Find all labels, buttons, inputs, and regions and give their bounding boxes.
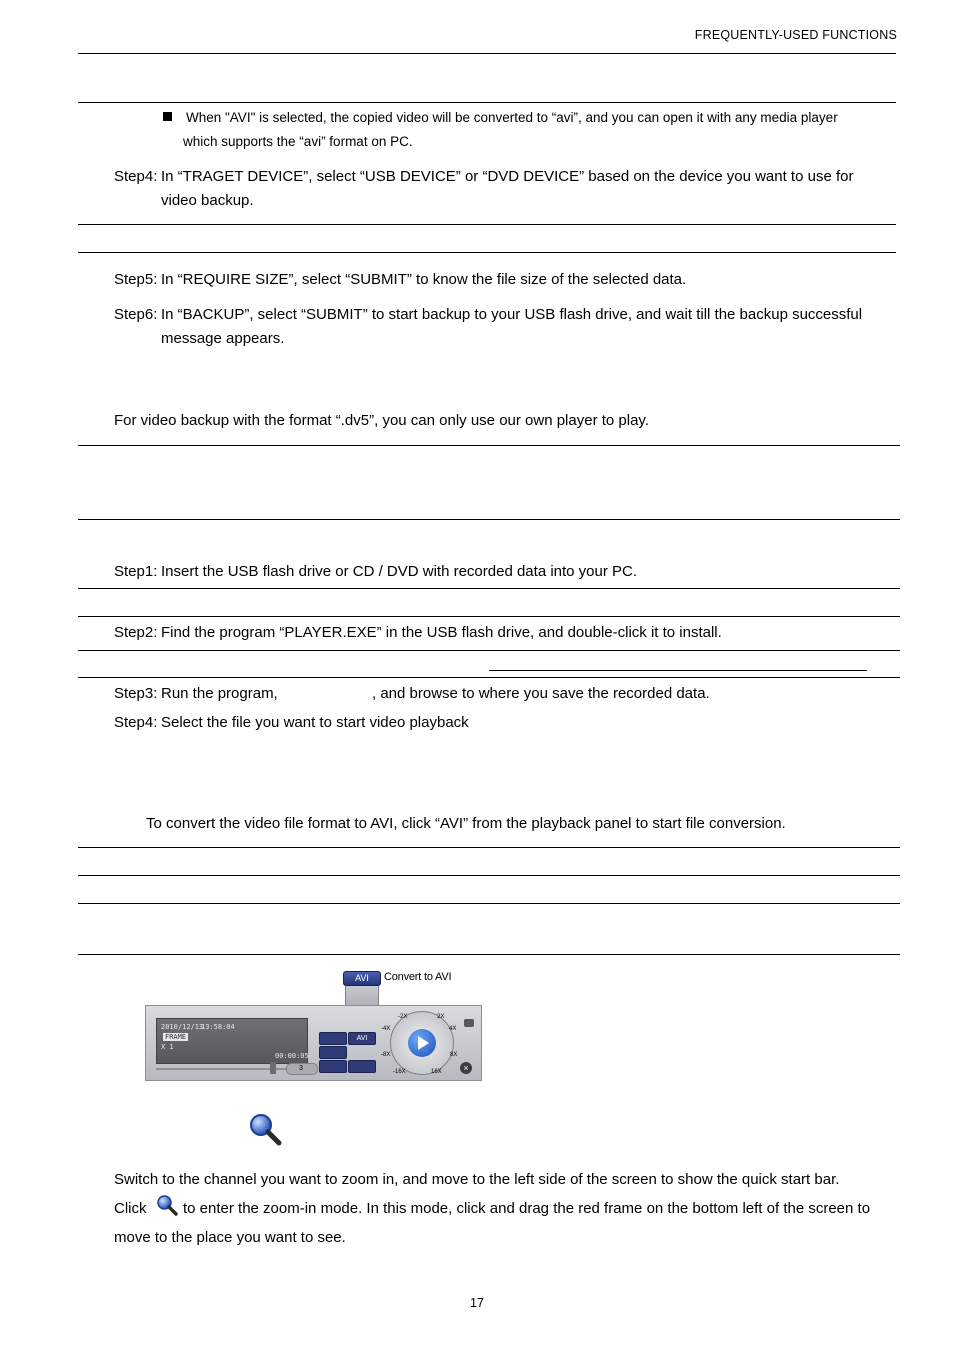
note-avi-line1: When "AVI" is selected, the copied video will be converted to “avi”, and you can open it with any media player [186,110,838,125]
zoom-paragraph-line1: Switch to the channel you want to zoom in, and move to the left side of the screen to show the quick start bar. [114,1171,840,1188]
lcd-speed: X 1 [161,1043,174,1051]
step-label: Step2: [114,624,158,641]
dv5-intro: For video backup with the format “.dv5”, you can only use our own player to play. [114,412,649,429]
step-label: Step5: [114,271,158,288]
avi-panel-button[interactable] [348,1032,376,1045]
speed-label: -4X [381,1026,391,1032]
zoom-icon [248,1112,282,1146]
step-label: Step1: [114,563,158,580]
step-text: , and browse to where you save the recorded data. [372,685,710,702]
lcd-date: 2010/12/13 [161,1023,204,1031]
convert-text: To convert the video file format to AVI, click “AVI” from the playback panel to start file conversion. [146,815,786,832]
play-icon [418,1036,429,1050]
rule [78,445,900,446]
zoom-icon-inline [156,1194,178,1216]
zoom-paragraph-click: Click [114,1200,147,1217]
speed-label: 2X [437,1014,445,1020]
rule [78,954,900,955]
step-text: message appears. [161,330,285,347]
step-text: Run the program, [161,685,278,702]
step-text: In “REQUIRE SIZE”, select “SUBMIT” to know the file size of the selected data. [161,271,687,288]
rewind-button[interactable] [319,1060,347,1073]
speed-label: 4X [449,1026,457,1032]
step-text: video backup. [161,192,254,209]
note-avi-line2: which supports the “avi” format on PC. [183,134,413,149]
rule [78,519,900,520]
zoom-paragraph-line3: move to the place you want to see. [114,1229,346,1246]
playback-dial[interactable] [390,1011,457,1075]
player-lcd [156,1018,308,1064]
rule [78,616,900,617]
zoom-paragraph-line2: to enter the zoom-in mode. In this mode, click and drag the red frame on the bottom left of the screen to [183,1200,871,1217]
avi-panel-button-label: AVI [356,1035,368,1042]
volume-control[interactable] [286,1063,318,1075]
underline [489,670,867,671]
rule [78,875,900,876]
speed-label: -16X [393,1069,406,1075]
convert-to-avi-callout: Convert to AVI [384,971,452,983]
rule [78,677,900,678]
page-number: 17 [470,1296,484,1310]
bullet-square [163,112,172,121]
player-button[interactable] [319,1032,347,1045]
speed-label: 8X [450,1052,458,1058]
close-icon[interactable]: × [460,1062,472,1074]
rule [78,903,900,904]
progress-slider[interactable] [156,1068,286,1070]
step-text: In “BACKUP”, select “SUBMIT” to start backup to your USB flash drive, and wait till the backup successful [161,306,863,323]
avi-button-label: AVI [355,973,369,983]
step-text: Insert the USB flash drive or CD / DVD with recorded data into your PC. [161,563,638,580]
step-text: Select the file you want to start video playback [161,714,469,731]
rule [78,102,896,103]
rule [78,252,896,253]
lcd-time: 13:58:04 [201,1023,235,1031]
step-label: Step6: [114,306,158,323]
lcd-counter: 00:00:05 [275,1052,309,1060]
speed-label: -2X [398,1014,408,1020]
rule [78,224,896,225]
speed-label: 16X [431,1069,442,1075]
section-header: FREQUENTLY-USED FUNCTIONS [694,28,897,42]
step-text: In “TRAGET DEVICE”, select “USB DEVICE” or “DVD DEVICE” based on the device you want to use for [161,168,854,185]
snapshot-icon[interactable] [464,1019,474,1027]
step-label: Step4: [114,714,158,731]
step-label: Step4: [114,168,158,185]
forward-button[interactable] [348,1060,376,1073]
speed-label: -8X [381,1052,391,1058]
progress-knob[interactable] [270,1062,276,1074]
volume-value: 3 [299,1065,303,1072]
player-panel [145,1005,482,1081]
step-label: Step3: [114,685,158,702]
lcd-mode: FRAME [165,1033,187,1041]
rule [78,588,900,589]
step-text: Find the program “PLAYER.EXE” in the USB flash drive, and double-click it to install. [161,624,722,641]
rule [78,650,900,651]
player-button[interactable] [319,1046,347,1059]
rule [78,847,900,848]
avi-button[interactable] [343,971,381,986]
header-rule [78,53,896,54]
